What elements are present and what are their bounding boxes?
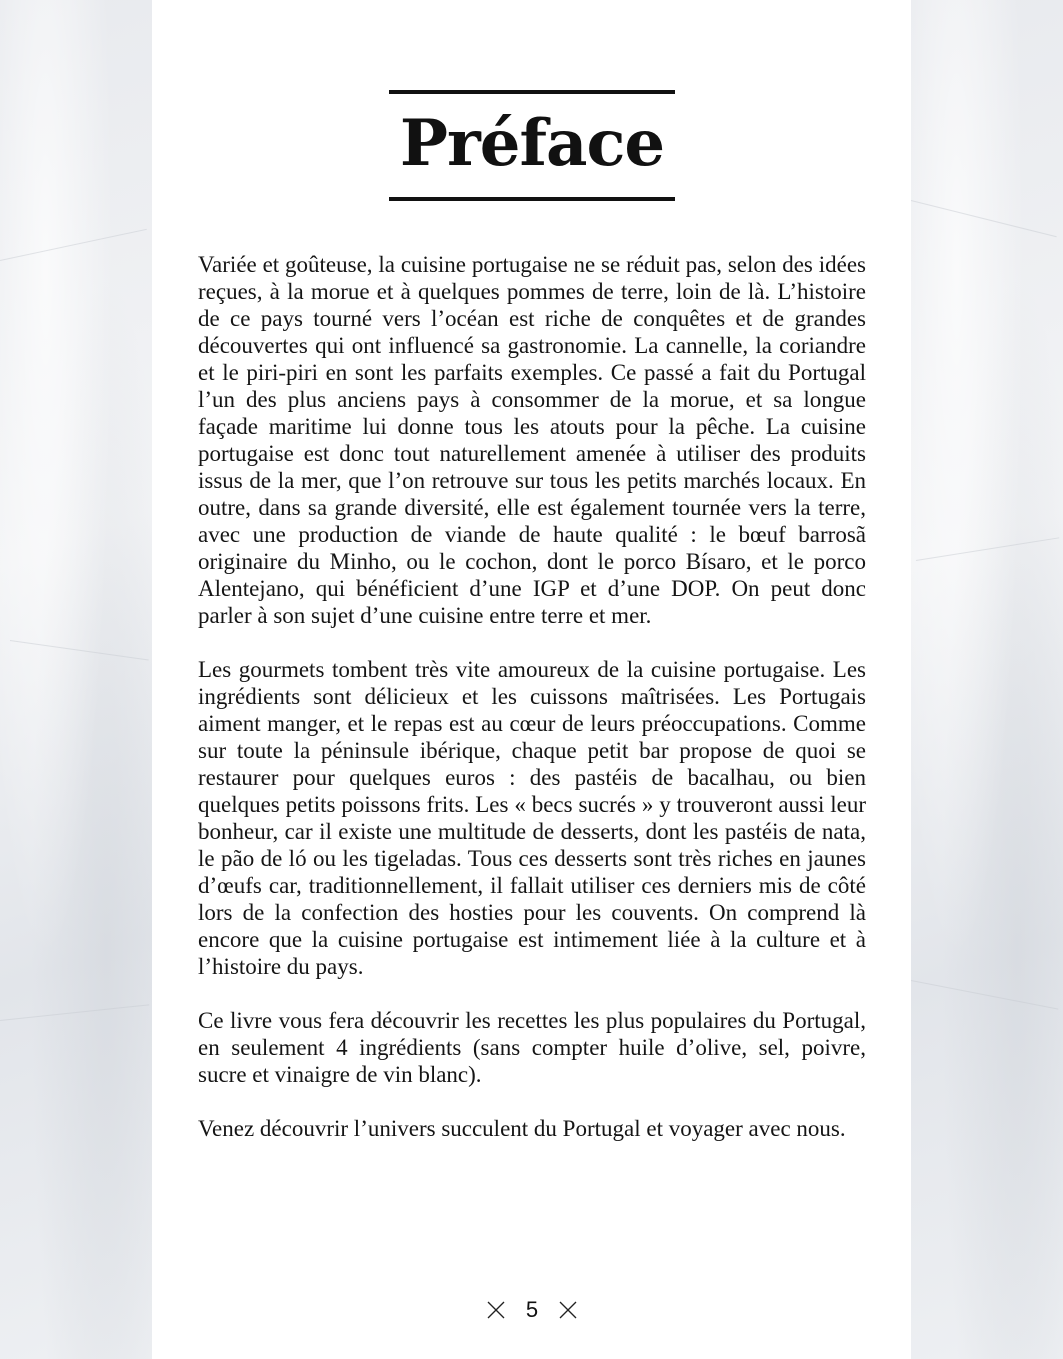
cross-icon (486, 1300, 506, 1320)
preface-body (198, 251, 866, 1169)
book-page (152, 0, 911, 1359)
marble-vein (0, 229, 147, 261)
preface-paragraph-4: Venez découvrir l’univers succulent du Portugal et voyager avec nous. (198, 1116, 846, 1141)
page-footer (482, 1295, 582, 1325)
preface-paragraph-3: Ce livre vous fera découvrir les recettes les plus populaires du Portugal, en seulement 4 ingrédients (sans compter huile d’olive, sel, poivre, sucre et vinaigre de vin blanc). (198, 1008, 866, 1087)
marble-vein (911, 200, 1057, 237)
preface-paragraph-1: Variée et goûteuse, la cuisine portugaise ne se réduit pas, selon des idées reçues, à la morue et à quelques pommes de terre, loin de là. L’histoire de ce pays tourné vers l’océan est riche de conquêtes et de grandes découvertes qui ont influencé sa gastronomie. La cannelle, la coriandre et le piri-piri en sont les parfaits exemples. Ce passé a fait du Portugal l’un des plus anciens pays à consommer de la morue, et sa longue façade maritime lui donne tous les atouts pour la pêche. La cuisine portugaise est donc tout naturellement amenée à utiliser des produits issus de la mer, que l’on retrouve sur tous les petits marchés locaux. En outre, dans sa grande diversité, elle est également tournée vers la terre, avec une production de viande de haute qualité : le bœuf barrosã originaire du Minho, ou le cochon, dont le porco Bísaro, et le porco Alentejano, qui bénéficient d’une IGP et d’une DOP. On peut donc parler à son sujet d’une cuisine entre terre et mer. (198, 252, 866, 628)
marble-vein (911, 980, 1058, 1010)
title-rule-top (389, 90, 675, 94)
page-number: 5 (525, 1297, 539, 1322)
marble-background-right (911, 0, 1063, 1359)
page-title: Préface (399, 106, 665, 181)
preface-paragraph-2: Les gourmets tombent très vite amoureux de la cuisine portugaise. Les ingrédients sont délicieux et les cuissons maîtrisées. Les Portugais aiment manger, et le repas est au cœur de leurs préoccupations. Comme sur toute la péninsule ibérique, chaque petit bar propose de quoi se restaurer pour quelques euros : des pastéis de bacalhau, ou bien quelques petits poissons frits. Les « becs sucrés » y trouveront aussi leur bonheur, car il existe une multitude de desserts, dont les pastéis de nata, le pão de ló ou les tigeladas. Tous ces desserts sont très riches en jaunes d’œufs car, traditionnellement, il fallait utiliser ces derniers mis de côté lors de la confection des hosties pour les couvents. On comprend là encore que la cuisine portugaise est intimement liée à la culture et à l’histoire du pays. (198, 657, 866, 979)
marble-vein (10, 640, 149, 660)
marble-background-left (0, 0, 152, 1359)
cross-icon (558, 1300, 578, 1320)
marble-vein (0, 1004, 149, 1021)
title-rule-bottom (389, 197, 675, 201)
title-block (389, 90, 675, 203)
marble-vein (916, 537, 1059, 561)
